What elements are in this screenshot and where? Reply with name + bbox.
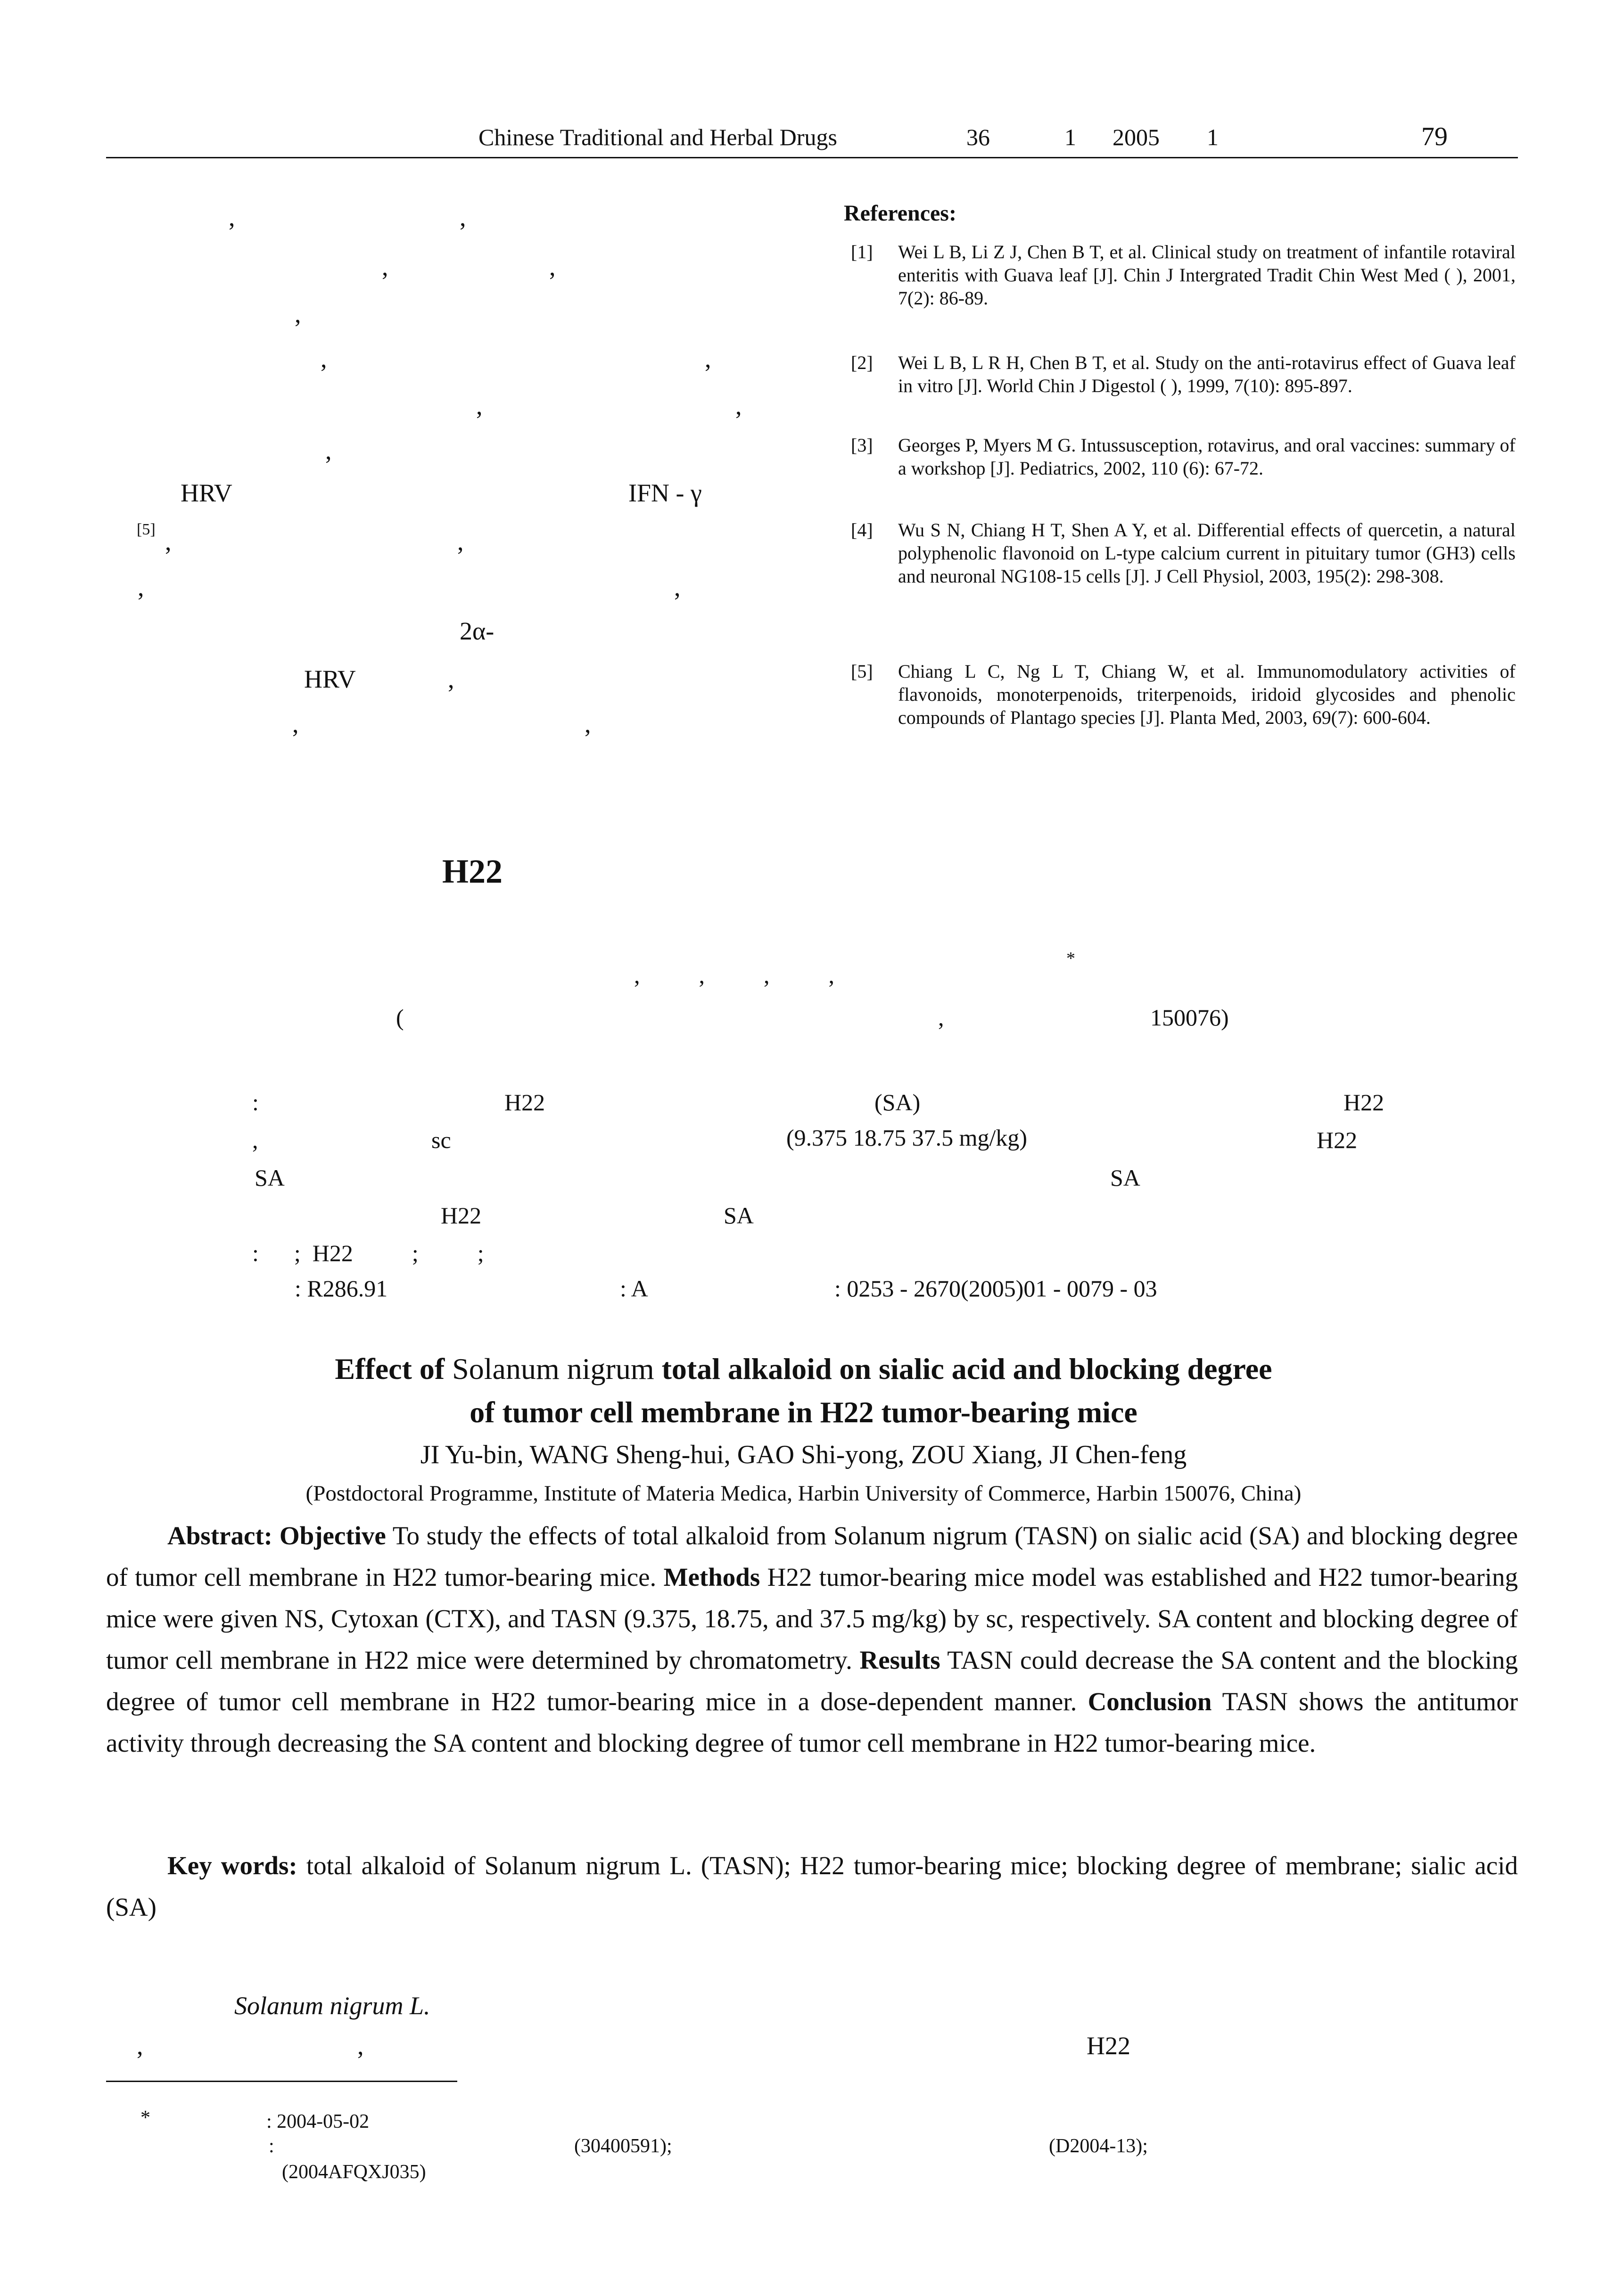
cn-abstract-fragment: (9.375 18.75 37.5 mg/kg) — [786, 1124, 1028, 1151]
cn-author-marks: , , , , — [634, 962, 834, 988]
reference-text: Georges P, Myers M G. Intussusception, rotavirus, and oral vaccines: summary of a workshop [J]. Pediatrics, 2002, 110 (6): 67-72. — [898, 435, 1516, 479]
page-number: 79 — [1421, 122, 1448, 151]
citation-mark: [5] — [137, 521, 156, 538]
cn-affiliation-open: ( — [396, 1004, 404, 1031]
reference-item — [851, 351, 1516, 397]
cn-title-fragment: H22 — [442, 853, 503, 890]
cn-abstract-fragment: H22 — [1317, 1127, 1358, 1153]
reference-number: [1] — [851, 241, 873, 262]
reference-number: [4] — [851, 519, 873, 541]
cn-doc-code: : A — [620, 1275, 648, 1302]
cn-affiliation-zip: 150076) — [1150, 1004, 1229, 1031]
left-text-fragment: , — [674, 573, 681, 601]
cn-class-code: : R286.91 — [295, 1275, 388, 1302]
footnote-fund-2: (D2004-13); — [1049, 2135, 1148, 2157]
hrv-label-2: HRV — [304, 665, 356, 693]
cn-abstract-fragment: SA — [255, 1164, 285, 1191]
conclusion-label: Conclusion — [1088, 1687, 1212, 1716]
reference-item — [851, 660, 1516, 729]
en-keywords — [106, 1845, 1518, 1928]
reference-number: [2] — [851, 352, 873, 373]
en-title-line-1 — [0, 1352, 1607, 1386]
reference-text: Wu S N, Chiang H T, Shen A Y, et al. Differential effects of quercetin, a natural polyphenolic flavonoid on L-type calcium current in pituitary tumor (GH3) cells and neuronal NG108-15 cells [J]. J Cell Physiol, 2003, 195(2): 298-308. — [898, 519, 1516, 587]
reference-number: [5] — [851, 661, 873, 682]
hrv-label: HRV — [181, 479, 232, 507]
body-species-name: Solanum nigrum L. — [234, 1992, 430, 2020]
keywords-text: total alkaloid of Solanum nigrum L. (TASN); H22 tumor-bearing mice; blocking degree of membrane; sialic acid (SA) — [106, 1851, 1518, 1921]
reference-text: Wei L B, Li Z J, Chen B T, et al. Clinical study on treatment of infantile rotaviral enteritis with Guava leaf [J]. Chin J Intergrated Tradit Chin West Med ( ), 2001, 7(2): 86-89. — [898, 241, 1516, 309]
results-text: TASN could decrease the SA content and the blocking degree of tumor cell membrane in H22 tumor-bearing mice in a dose-dependent manner. — [106, 1646, 1518, 1716]
left-text-fragment: , — [165, 527, 172, 556]
volume-number: 36 — [966, 124, 990, 150]
left-text-fragment: , — [476, 392, 483, 420]
left-text-fragment: , — [457, 527, 464, 556]
footnote-rule — [106, 2081, 457, 2082]
keywords-label: Key words: — [167, 1851, 297, 1880]
footnote-fund-colon: : — [269, 2135, 274, 2157]
footnote-star: * — [140, 2107, 150, 2129]
cn-abstract-fragment: H22 — [441, 1202, 482, 1229]
methods-label: Methods — [663, 1563, 760, 1591]
month: 1 — [1207, 124, 1219, 150]
abstract-label: Abstract: — [167, 1521, 272, 1550]
en-title-part: total alkaloid on sialic acid and blocking degree — [661, 1352, 1272, 1386]
cn-keywords: : ; H22 ; ; — [252, 1240, 484, 1266]
left-text-fragment: , — [295, 300, 301, 328]
left-text-fragment: , — [138, 573, 144, 601]
journal-name: Chinese Traditional and Herbal Drugs — [478, 124, 838, 150]
cn-article-number: : 0253 - 2670(2005)01 - 0079 - 03 — [834, 1275, 1157, 1302]
body-fragment: , — [137, 2032, 143, 2060]
footnote-received: : 2004-05-02 — [266, 2111, 370, 2132]
en-title-line-2: of tumor cell membrane in H22 tumor-bearing mice — [470, 1395, 1137, 1429]
header-rule — [106, 157, 1518, 158]
references-heading: References: — [844, 201, 956, 226]
en-title-species: Solanum nigrum — [452, 1352, 654, 1386]
left-text-fragment: , — [448, 665, 454, 693]
left-text-fragment: , — [325, 436, 332, 465]
left-text-fragment: , — [460, 203, 466, 231]
reference-text: Chiang L C, Ng L T, Chiang W, et al. Immunomodulatory activities of flavonoids, monoterpenoids, triterpenoids, iridoid glycosides and phenolic compounds of Plantago species [J]. Planta Med, 2003, 69(7): 600-604. — [898, 661, 1516, 728]
left-text-fragment: , — [735, 392, 742, 420]
ifn-gamma-label: IFN - γ — [628, 479, 702, 507]
corresponding-asterisk: * — [1066, 949, 1075, 968]
footnote-fund-3: (2004AFQXJ035) — [282, 2161, 426, 2183]
conclusion-text: TASN shows the antitumor activity through decreasing the SA content and blocking degree of tumor cell membrane in H22 tumor-bearing mice. — [106, 1687, 1518, 1757]
footnote-fund-1: (30400591); — [574, 2135, 672, 2157]
issue-number: 1 — [1064, 124, 1076, 150]
objective-text: To study the effects of total alkaloid from Solanum nigrum (TASN) on sialic acid (SA) and blocking degree of tumor cell membrane in H22 tumor-bearing mice. — [106, 1521, 1518, 1591]
body-fragment: , — [357, 2032, 364, 2060]
reference-item — [851, 240, 1516, 310]
reference-item — [851, 518, 1516, 588]
en-abstract — [106, 1515, 1518, 1764]
cn-affiliation-comma: , — [938, 1004, 944, 1031]
body-fragment: H22 — [1087, 2032, 1130, 2060]
reference-item — [851, 434, 1516, 480]
reference-number: [3] — [851, 435, 873, 456]
cn-abstract-fragment: , — [252, 1127, 258, 1153]
cn-abstract-fragment: : — [252, 1089, 259, 1115]
year: 2005 — [1113, 124, 1160, 150]
left-text-fragment: , — [321, 344, 327, 373]
results-label: Results — [859, 1646, 940, 1674]
reference-text: Wei L B, L R H, Chen B T, et al. Study on the anti-rotavirus effect of Guava leaf in vitro [J]. World Chin J Digestol ( ), 1999, 7(10): 895-897. — [898, 352, 1516, 396]
left-text-fragment: , — [549, 253, 556, 281]
cn-abstract-fragment: sc — [431, 1127, 451, 1153]
cn-abstract-fragment: SA — [1110, 1164, 1140, 1191]
left-text-fragment: , — [382, 253, 388, 281]
cn-abstract-fragment: H22 — [504, 1089, 545, 1115]
objective-label: Objective — [279, 1521, 386, 1550]
methods-text: H22 tumor-bearing mice model was established and H22 tumor-bearing mice were given NS, Cytoxan (CTX), and TASN (9.375, 18.75, and 37.5 mg/kg) by sc, respectively. SA content and blocking degree of tumor cell membrane in H22 mice were determined by chromatometry. — [106, 1563, 1518, 1674]
cn-abstract-fragment: H22 — [1343, 1089, 1384, 1115]
en-authors: JI Yu-bin, WANG Sheng-hui, GAO Shi-yong, ZOU Xiang, JI Chen-feng — [420, 1440, 1187, 1469]
left-text-fragment: , — [292, 710, 299, 738]
left-text-fragment: , — [705, 344, 711, 373]
en-title-part: Effect of — [335, 1352, 445, 1386]
alpha-label: 2α- — [460, 617, 494, 645]
left-text-fragment: , — [229, 203, 235, 231]
cn-abstract-fragment: (SA) — [874, 1089, 921, 1115]
cn-abstract-fragment: SA — [724, 1202, 754, 1229]
left-text-fragment: , — [585, 710, 591, 738]
en-affiliation: (Postdoctoral Programme, Institute of Materia Medica, Harbin University of Commerce, Harbin 150076, China) — [305, 1481, 1302, 1506]
